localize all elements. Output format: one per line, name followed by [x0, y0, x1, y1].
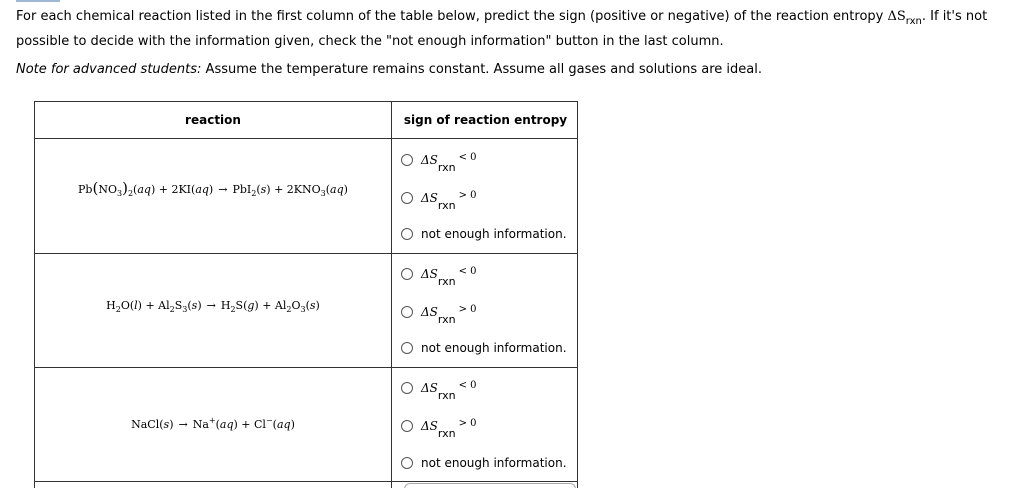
delta-s-rxn-label: ΔSrxn$^{> 0}$: [421, 304, 477, 326]
not-enough-info-label: not enough information.: [421, 341, 567, 355]
option-row2-positive[interactable]: [401, 304, 477, 326]
option-row1-negative[interactable]: [401, 152, 477, 174]
header-reaction: reaction: [185, 113, 241, 127]
reaction-equation-1: $Pb(NO_3)_2(aq) + 2KI(aq) \to PbI_2(s) + 2KNO_3(aq)$: [78, 179, 348, 198]
option-row3-positive[interactable]: [401, 418, 477, 440]
option-row1-positive[interactable]: [401, 190, 477, 212]
top-accent-bar: [16, 0, 60, 2]
delta-s-rxn-label: ΔSrxn$^{< 0}$: [421, 152, 477, 174]
radio-button[interactable]: [401, 457, 413, 469]
radio-button[interactable]: [401, 420, 413, 432]
radio-button[interactable]: [401, 268, 413, 280]
instruction-line-1: [16, 9, 987, 25]
option-row2-not-enough-info[interactable]: [401, 340, 567, 356]
delta-s-rxn-label: ΔSrxn$^{< 0}$: [421, 380, 477, 402]
radio-button[interactable]: [401, 342, 413, 354]
instruction-text-1b: . If it's not: [921, 9, 988, 24]
row-divider: [35, 138, 577, 139]
delta-s-rxn-symbol: [887, 9, 922, 27]
row-divider: [35, 367, 577, 368]
option-row1-not-enough-info[interactable]: [401, 226, 567, 242]
radio-button[interactable]: [401, 154, 413, 166]
row-divider: [35, 253, 577, 254]
radio-button[interactable]: [401, 306, 413, 318]
note-label: Note for advanced students:: [16, 62, 202, 77]
instruction-line-2: possible to decide with the information given, check the "not enough information" button in the last column.: [16, 34, 724, 49]
not-enough-info-label: not enough information.: [421, 456, 567, 470]
not-enough-info-label: not enough information.: [421, 227, 567, 241]
reaction-entropy-table: [34, 101, 578, 488]
delta-s-rxn-label: ΔSrxn$^{> 0}$: [421, 190, 477, 212]
note-text: Assume the temperature remains constant. Assume all gases and solutions are ideal.: [201, 62, 762, 77]
header-sign-of-reaction-entropy: sign of reaction entropy: [403, 113, 568, 127]
radio-button[interactable]: [401, 228, 413, 240]
instruction-note: [16, 62, 762, 78]
delta-s-rxn-label: ΔSrxn$^{< 0}$: [421, 266, 477, 288]
row-divider: [35, 481, 577, 482]
instruction-text-1a: For each chemical reaction listed in the first column of the table below, predict the sign (positive or negative) of the reaction entropy: [16, 9, 888, 24]
radio-button[interactable]: [401, 192, 413, 204]
option-row2-negative[interactable]: [401, 266, 477, 288]
option-row3-not-enough-info[interactable]: [401, 455, 567, 471]
radio-button[interactable]: [401, 382, 413, 394]
delta-s-text: ΔS: [887, 9, 906, 24]
reaction-equation-2: $H_2O(l) + Al_2S_3(s) \to H_2S(g) + Al_2O_3(s)$: [106, 299, 320, 314]
rxn-subscript: rxn: [905, 16, 922, 27]
column-divider: [391, 102, 392, 488]
reaction-equation-3: NaCl(s) → Na+(aq) + Cl−(aq): [131, 416, 295, 431]
next-panel-edge: [404, 483, 576, 488]
option-row3-negative[interactable]: [401, 380, 477, 402]
delta-s-rxn-label: ΔSrxn$^{> 0}$: [421, 418, 477, 440]
